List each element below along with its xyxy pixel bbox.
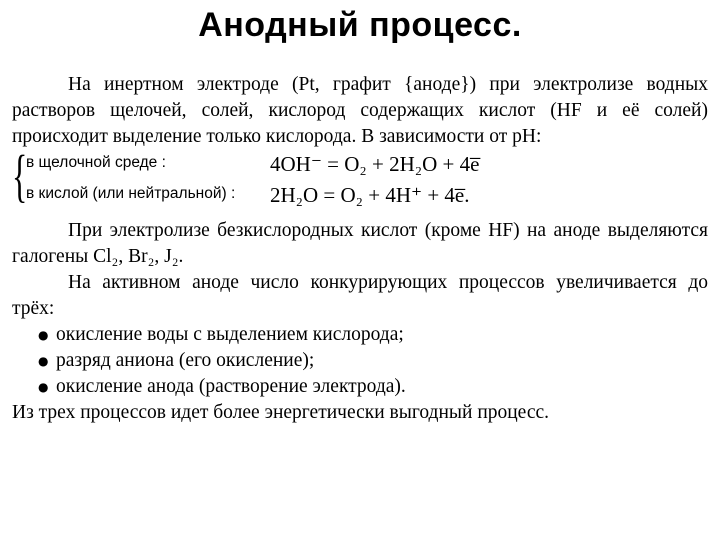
paragraph-active-anode xyxy=(12,270,708,322)
list-item xyxy=(12,348,708,374)
bullet-icon: ● xyxy=(38,354,49,368)
paragraph-conclusion: Из трех процессов идет более энергетически выгодный процесс. xyxy=(12,402,550,423)
list-item-text: разряд аниона (его окисление); xyxy=(56,350,315,371)
paragraph-active-anode-text: На активном аноде число конкурирующих процессов увеличивается до трёх: xyxy=(12,272,708,319)
paragraph-inert-electrode xyxy=(12,72,708,150)
curly-brace: { xyxy=(12,143,28,208)
condition-acidic: в кислой (или нейтральной) : xyxy=(26,185,236,202)
bullet-icon: ● xyxy=(38,328,49,342)
bullet-icon: ● xyxy=(38,380,49,394)
list-item-text: окисление воды с выделением кислорода; xyxy=(56,324,404,345)
condition-alkaline: в щелочной среде : xyxy=(26,154,166,171)
process-list xyxy=(12,322,708,400)
paragraph-oxygen-free-acids xyxy=(12,218,708,270)
ph-cases xyxy=(12,143,708,212)
list-item xyxy=(12,322,708,348)
list-item xyxy=(12,374,708,400)
equation-acidic: 2H₂O = O₂ + 4H⁺ + 4e̅. xyxy=(270,183,470,207)
paragraph-oxygen-free-acids-text: При электролизе безкислородных кислот (кроме HF) на аноде выделяются галогены Cl₂, Br₂, J₂. xyxy=(12,220,708,267)
list-item-text: окисление анода (растворение электрода). xyxy=(56,376,406,397)
paragraph-inert-electrode-text: На инертном электроде (Pt, графит {аноде}) при электролизе водных растворов щелочей, солей, кислород содержащих кислот (HF и её солей) происходит выделение только кислорода. В зависимости от pH: xyxy=(12,74,708,147)
slide-title: Анодный процесс. xyxy=(198,6,522,44)
equation-alkaline: 4OH⁻ = O₂ + 2H₂O + 4e̅ xyxy=(270,152,480,176)
